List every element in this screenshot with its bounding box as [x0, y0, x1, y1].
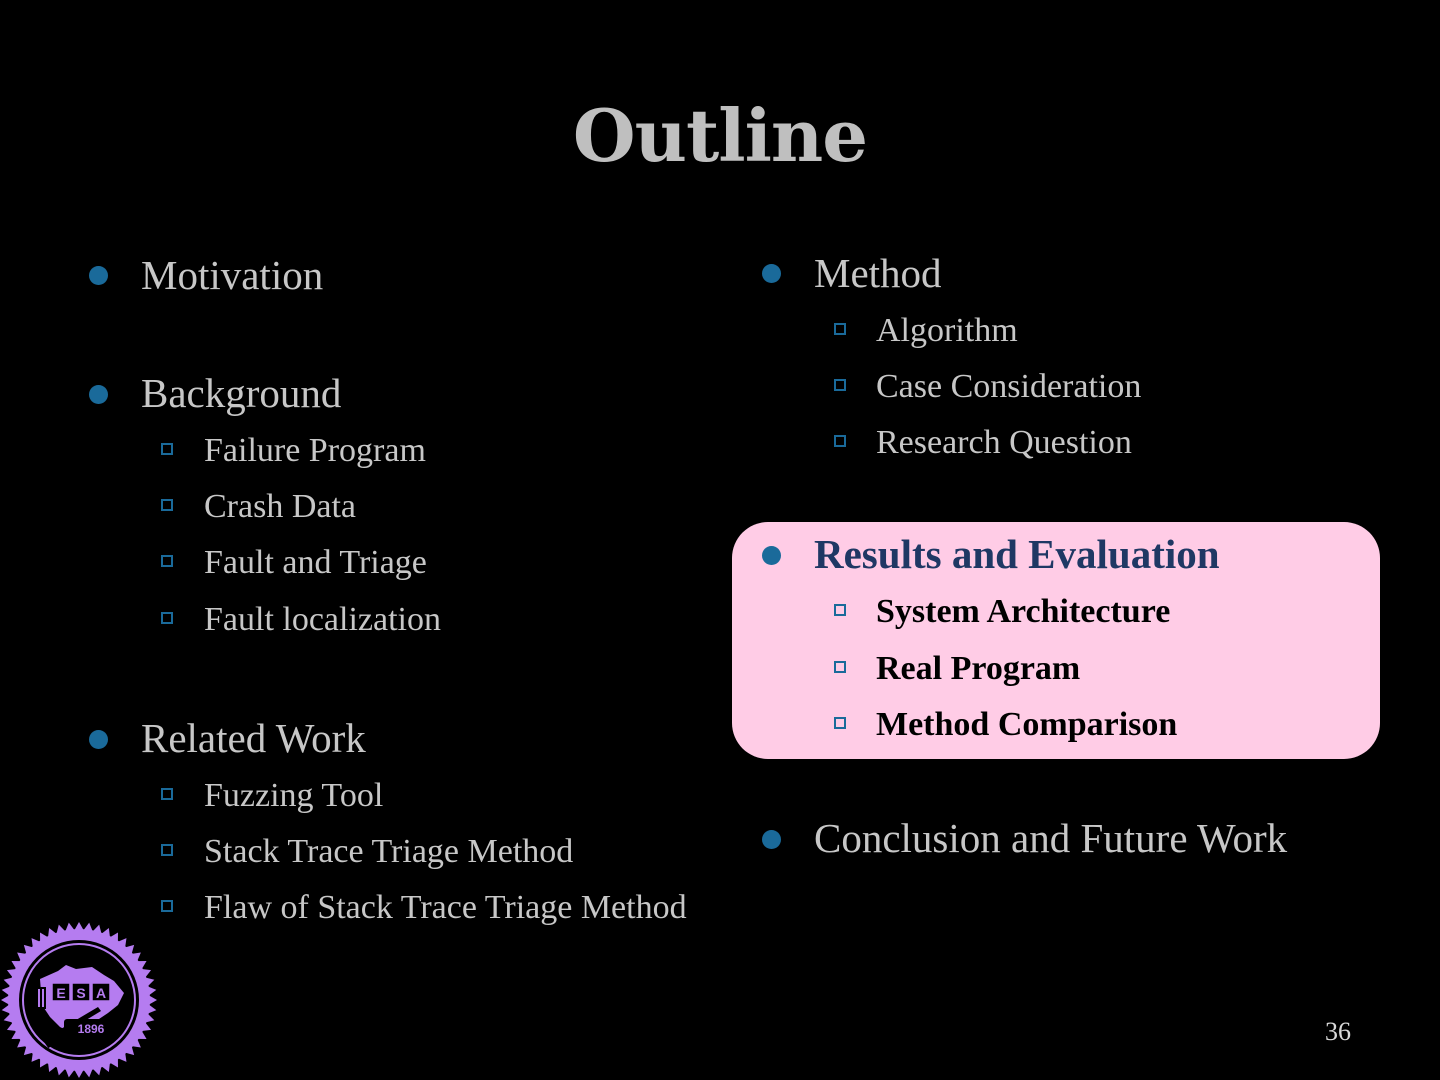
page-number: 36	[1325, 1017, 1351, 1046]
outline-subitem: Crash Data	[204, 488, 357, 525]
outline-subitem: Research Question	[876, 424, 1132, 461]
bullet-dot-icon	[89, 730, 108, 749]
outline-subitem: Algorithm	[876, 312, 1018, 349]
outline-subitem: Fault localization	[204, 601, 441, 638]
outline-subitem: Fault and Triage	[204, 544, 427, 581]
outline-subitem-current: Method Comparison	[876, 706, 1178, 743]
bullet-square-icon	[161, 788, 173, 800]
bullet-square-icon	[834, 604, 846, 616]
bullet-square-icon	[834, 323, 846, 335]
bullet-square-icon	[161, 443, 173, 455]
bullet-square-icon	[161, 612, 173, 624]
outline-item-results-current: Results and Evaluation	[814, 531, 1220, 577]
bullet-square-icon	[161, 844, 173, 856]
outline-item-background: Background	[141, 370, 342, 416]
outline-subitem: Fuzzing Tool	[204, 777, 384, 814]
bullet-square-icon	[161, 555, 173, 567]
outline-subitem-current: System Architecture	[876, 593, 1171, 630]
bullet-dot-icon	[762, 830, 781, 849]
outline-subitem: Case Consideration	[876, 368, 1142, 405]
outline-subitem-current: Real Program	[876, 650, 1081, 687]
outline-item-motivation: Motivation	[141, 252, 324, 298]
outline-subitem: Failure Program	[204, 432, 426, 469]
slide-title: Outline	[572, 93, 868, 178]
seal-letter: E	[56, 985, 66, 1001]
bullet-square-icon	[834, 435, 846, 447]
outline-subitem: Stack Trace Triage Method	[204, 833, 574, 870]
bullet-dot-icon	[89, 266, 108, 285]
bullet-square-icon	[834, 661, 846, 673]
bullet-dot-icon	[762, 546, 781, 565]
bullet-square-icon	[834, 717, 846, 729]
bullet-square-icon	[834, 379, 846, 391]
outline-item-method: Method	[814, 250, 942, 296]
bullet-dot-icon	[89, 385, 108, 404]
university-seal-logo	[0, 921, 158, 1079]
bullet-square-icon	[161, 900, 173, 912]
seal-letter: S	[76, 985, 86, 1001]
outline-item-conclusion: Conclusion and Future Work	[814, 815, 1288, 861]
seal-year: 1896	[77, 1022, 105, 1036]
bullet-square-icon	[161, 499, 173, 511]
outline-item-related-work: Related Work	[141, 715, 366, 761]
outline-subitem: Flaw of Stack Trace Triage Method	[204, 889, 687, 926]
seal-letter: A	[95, 985, 107, 1001]
bullet-dot-icon	[762, 264, 781, 283]
